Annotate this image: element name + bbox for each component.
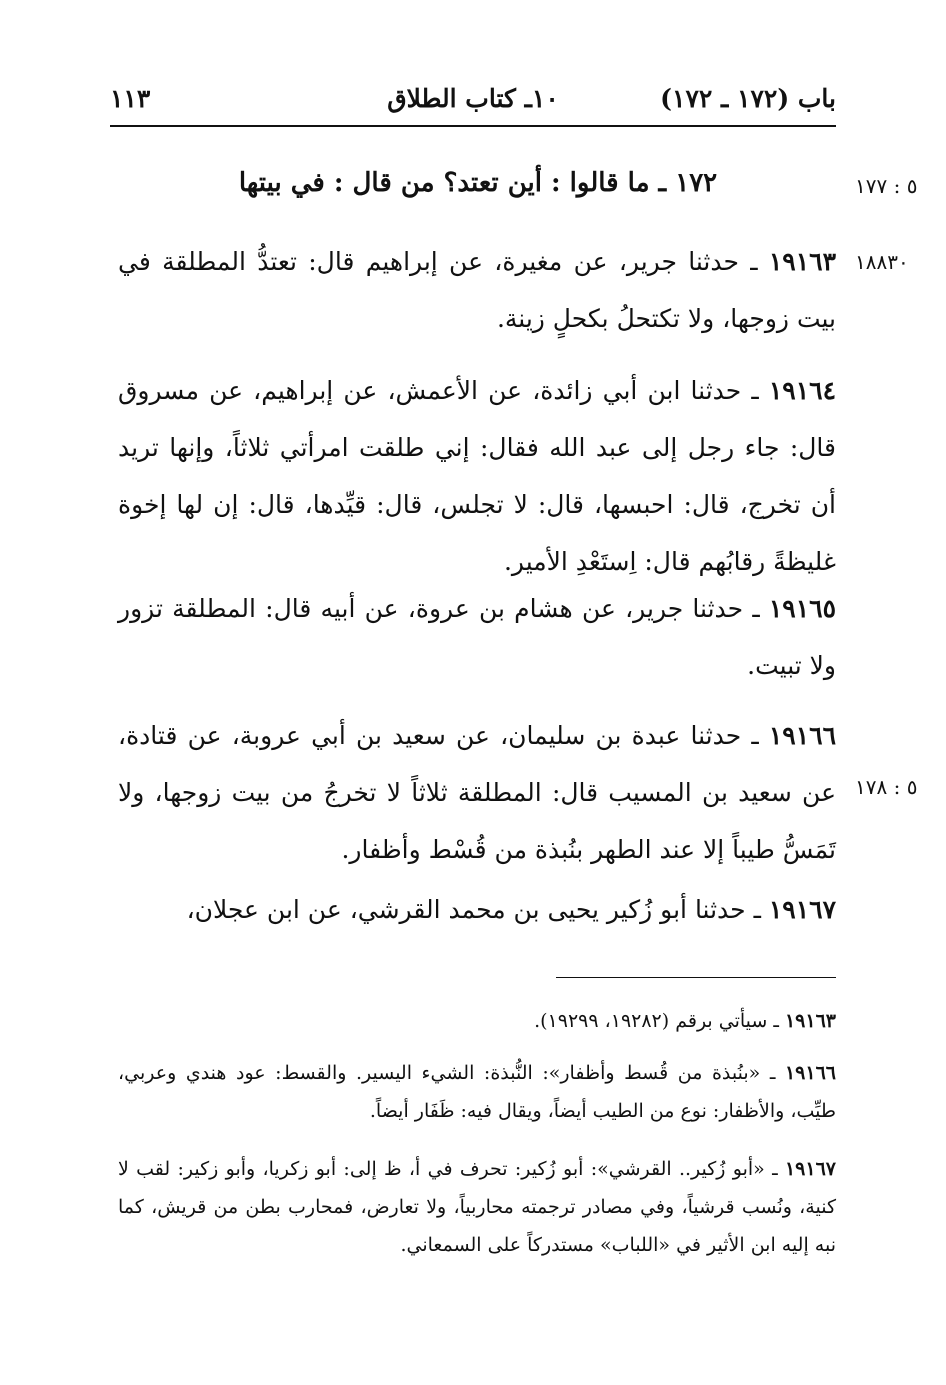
hadith-number: ١٩١٦٥ — [768, 594, 836, 623]
footnote-text: ـ سيأتي برقم (١٩٢٨٢، ١٩٢٩٩). — [534, 1010, 785, 1032]
hadith-text: ـ حدثنا عبدة بن سليمان، عن سعيد بن أبي عروبة، عن قتادة، عن سعيد بن المسيب قال: المطلقة ثلاثاً لا تخرجُ من بيت زوجها، ولا تَمَسُّ طيباً إلا عند الطهر بنُبذة من قُسْط وأظفار. — [118, 721, 836, 864]
hadith-paragraph — [118, 580, 836, 694]
footnote-number: ١٩١٦٧ — [784, 1158, 836, 1180]
margin-reference: ٥ : ١٧٧ — [855, 174, 918, 198]
hadith-paragraph — [118, 362, 836, 590]
hadith-paragraph — [118, 881, 836, 938]
hadith-number: ١٩١٦٤ — [768, 376, 836, 405]
footnote-number: ١٩١٦٣ — [784, 1010, 836, 1032]
hadith-paragraph — [118, 707, 836, 878]
footnote — [118, 1054, 836, 1130]
hadith-text: ـ حدثنا ابن أبي زائدة، عن الأعمش، عن إبراهيم، عن مسروق قال: جاء رجل إلى عبد الله فقال: إني طلقت امرأتي ثلاثاً، وإنها تريد أن تخرج، قال: احبسها، قال: لا تجلس، قال: قيِّدها، قال: إن لها إخوة غليظةً رقابُهم قال: اِستَعْدِ الأمير. — [118, 376, 836, 576]
header-divider — [110, 125, 836, 127]
footnote-text: ـ «أبو زُكير.. القرشي»: أبو زُكير: تحرف في أ، ظ إلى: أبو زكريا، وأبو زكير: لقب لا كنية، ونُسب قرشياً، وفي مصادر ترجمته محاربياً، ولا تعارض، فمحارب بطن من قريش، كما نبه إليه ابن الأثير في «اللباب» مستدركاً على السمعاني. — [118, 1158, 836, 1256]
page-number: ١١٣ — [110, 84, 151, 113]
hadith-text: ـ حدثنا جرير، عن هشام بن عروة، عن أبيه قال: المطلقة تزور ولا تبيت. — [118, 594, 836, 680]
margin-reference: ١٨٨٣٠ — [855, 250, 909, 274]
hadith-number: ١٩١٦٧ — [768, 895, 836, 924]
footnote — [118, 1150, 836, 1264]
footnote-number: ١٩١٦٦ — [784, 1062, 836, 1084]
hadith-number: ١٩١٦٦ — [768, 721, 836, 750]
hadith-paragraph — [118, 233, 836, 347]
chapter-title: ١٧٢ ـ ما قالوا : أين تعتد؟ من قال : في بيتها — [238, 168, 718, 198]
header-chapter-range: باب (١٧٢ ـ ١٧٢) — [660, 84, 836, 113]
running-header — [110, 84, 836, 120]
hadith-text: ـ حدثنا جرير، عن مغيرة، عن إبراهيم قال: تعتدُّ المطلقة في بيت زوجها، ولا تكتحلُ بكحلٍ زينة. — [118, 247, 836, 333]
footnote-divider — [556, 977, 836, 978]
hadith-number: ١٩١٦٣ — [768, 247, 836, 276]
hadith-text: ـ حدثنا أبو زُكير يحيى بن محمد القرشي، عن ابن عجلان، — [186, 895, 769, 924]
header-book-title: ١٠ـ كتاب الطلاق — [387, 84, 559, 113]
footnote — [118, 1002, 836, 1040]
margin-reference: ٥ : ١٧٨ — [855, 775, 918, 799]
footnote-text: ـ «بنُبذة من قُسط وأظفار»: النُّبذة: الشيء اليسير. والقسط: عود هندي وعربي، طيِّب، والأظفار: نوع من الطيب أيضاً، ويقال فيه: ظَفَار أيضاً. — [118, 1062, 836, 1122]
